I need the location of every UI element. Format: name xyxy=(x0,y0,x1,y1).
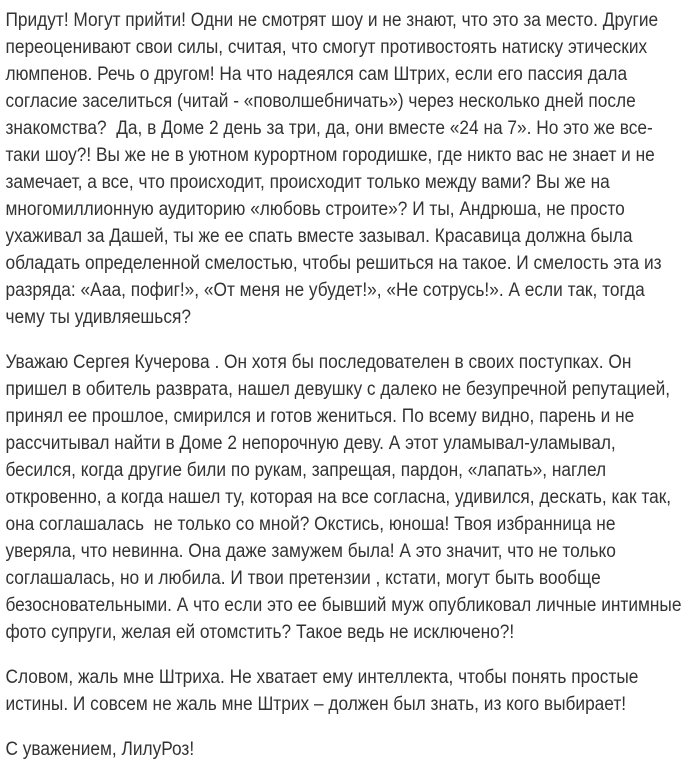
paragraph: Придут! Могут прийти! Одни не смотрят шоу и не знают, что это за место. Другие переоценивают свои силы, считая, что смогут противостоять натиску этических люмпенов. Речь о другом! На что надеялся сам Штрих, если его пассия дала согласие заселиться (читай - «поволшебничать») через несколько дней после знакомства? Да, в Доме 2 день за три, да, они вместе «24 на 7». Но это же все-таки шоу?! Вы же не в уютном курортном городишке, где никто вас не знает и не замечает, а все, что происходит, происходит только между вами? Вы же на многомиллионную аудиторию «любовь строите»? И ты, Андрюша, не просто ухаживал за Дашей, ты же ее спать вместе зазывал. Красавица должна была обладать определенной смелостью, чтобы решиться на такое. И смелость эта из разряда: «Ааа, пофиг!», «От меня не убудет!», «Не сотрусь!». А если так, тогда чему ты удивляешься? xyxy=(5,10,667,328)
signature-line: С уважением, ЛилуРоз! xyxy=(5,739,195,760)
paragraph: Словом, жаль мне Штриха. Не хватает ему интеллекта, чтобы понять простые истины. И совсем не жаль мне Штрих – должен был знать, из кого выбирает! xyxy=(5,667,644,715)
paragraph: Уважаю Сергея Кучерова . Он хотя бы последователен в своих поступках. Он пришел в обитель разврата, нашел девушку с далеко не безупречной репутацией, принял ее прошлое, смирился и готов жениться. По всему видно, парень и не рассчитывал найти в Доме 2 непорочную деву. А этот уламывал-уламывал, бесился, когда другие били по рукам, запрещая, пардон, «лапать», наглел откровенно, а когда нашел ту, которая на все согласна, удивился, дескать, как так, она соглашалась не только со мной? Окстись, юноша! Твоя избранница не уверяла, что невинна. Она даже замужем была! А это значит, что не только соглашалась, но и любила. И твои претензии , кстати, могут быть вообще безосновательными. А что если это ее бывший муж опубликовал личные интимные фото супруги, желая ей отомстить? Такое ведь не исключено?! xyxy=(5,352,687,643)
